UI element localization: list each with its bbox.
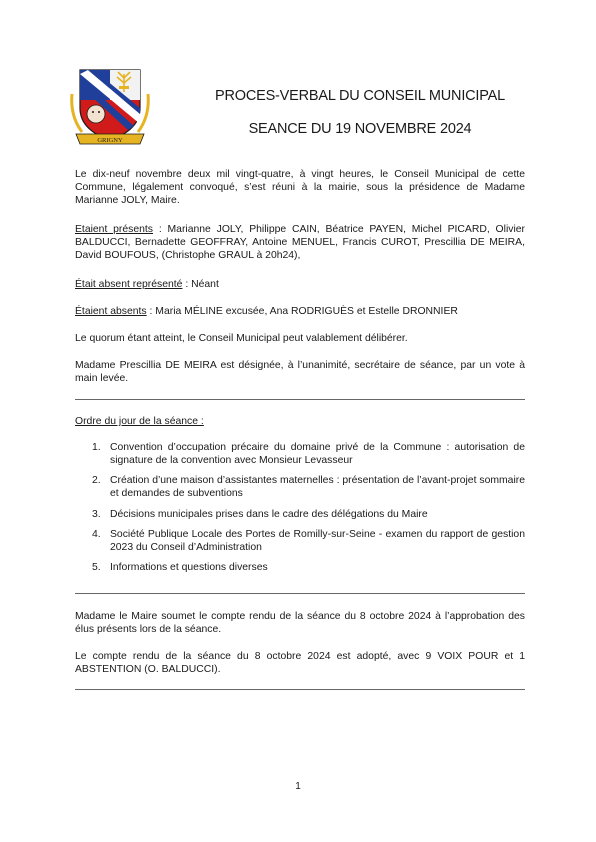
- divider: [75, 399, 525, 400]
- page-number: 1: [295, 781, 301, 792]
- agenda-item-text: Création d’une maison d’assistantes maternelles : présentation de l’avant-projet sommaire et demandes de subventions: [110, 475, 525, 500]
- approval-request-paragraph: Madame le Maire soumet le compte rendu de la séance du 8 octobre 2024 à l’approbation des élus présents lors de la séance.: [75, 611, 525, 636]
- agenda-item-number: 2.: [92, 475, 101, 486]
- document-title: PROCES-VERBAL DU CONSEIL MUNICIPAL: [215, 88, 505, 104]
- absent-label: Étaient absents: [75, 306, 147, 317]
- present-paragraph: [75, 223, 525, 263]
- municipal-crest-icon: [68, 64, 152, 148]
- divider: [75, 689, 525, 690]
- agenda-item-number: 5.: [92, 562, 101, 573]
- agenda-item-text: Informations et questions diverses: [110, 562, 268, 573]
- intro-paragraph: Le dix-neuf novembre deux mil vingt-quatre, à vingt heures, le Conseil Municipal de cette Commune, légalement convoqué, s’est réuni à la mairie, sous la présidence de Madame Marianne JOLY, Maire.: [75, 169, 525, 207]
- agenda-item-text: Société Publique Locale des Portes de Romilly-sur-Seine - examen du rapport de gestion 2023 du Conseil d’Administration: [110, 529, 525, 554]
- agenda-item-text: Décisions municipales prises dans le cadre des délégations du Maire: [110, 509, 428, 520]
- present-list: : Marianne JOLY, Philippe CAIN, Béatrice PAYEN, Michel PICARD, Olivier BALDUCCI, Bernadette GEOFFRAY, Antoine MENUEL, Francis CUROT, Prescillia DE MEIRA, David BOUFOUS, (Christophe GRAUL à 20h24),: [75, 224, 525, 262]
- represented-label: Était absent représenté: [75, 279, 183, 290]
- quorum-paragraph: Le quorum étant atteint, le Conseil Municipal peut valablement délibérer.: [75, 333, 408, 344]
- crest-banner-text: GRIGNY: [97, 137, 123, 144]
- agenda-item-text: Convention d’occupation précaire du domaine privé de la Commune : autorisation de signature de la convention avec Monsieur Levasseur: [110, 442, 525, 467]
- session-date-title: SEANCE DU 19 NOVEMBRE 2024: [248, 121, 472, 137]
- represented-text: : Néant: [182, 279, 219, 290]
- present-label: Etaient présents: [75, 224, 154, 235]
- absent-paragraph: [75, 305, 525, 318]
- agenda-item-number: 4.: [92, 529, 101, 540]
- agenda-item-number: 3.: [92, 509, 101, 520]
- approval-result-paragraph: Le compte rendu de la séance du 8 octobre 2024 est adopté, avec 9 VOIX POUR et 1 ABSTENTION (O. BALDUCCI).: [75, 651, 525, 676]
- agenda-title: Ordre du jour de la séance :: [75, 416, 204, 427]
- absent-list: : Maria MÉLINE excusée, Ana RODRIGUÈS et Estelle DRONNIER: [146, 306, 458, 317]
- secretary-paragraph: Madame Prescillia DE MEIRA est désignée, à l’unanimité, secrétaire de séance, par un vote à main levée.: [75, 360, 525, 385]
- divider: [75, 593, 525, 594]
- agenda-item-number: 1.: [92, 442, 101, 453]
- represented-paragraph: [75, 278, 525, 291]
